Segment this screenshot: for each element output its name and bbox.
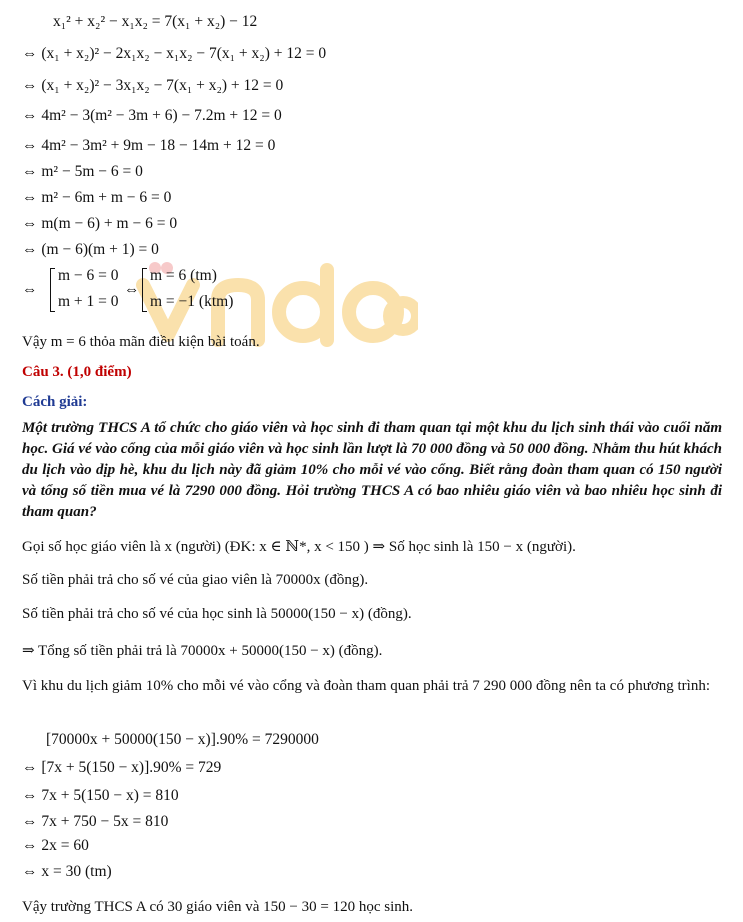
case-left-bottom: m + 1 = 0 (58, 293, 119, 310)
step-line: ⇔ (x₁ + x₂)² − 2x₁x₂ − x₁x₂ − 7(x₁ + x₂) + 12 = 0 (22, 45, 327, 62)
equation-step: [70000x + 50000(150 − x)].90% = 7290000 (46, 731, 319, 748)
step-line: ⇔ m² − 5m − 6 = 0 (22, 163, 143, 180)
solution-line: Số tiền phải trả cho số vé của học sinh là 50000(150 − x) (đồng). (22, 606, 412, 622)
equation-step: ⇔ 2x = 60 (22, 837, 89, 854)
solution-heading: Cách giải: (22, 394, 88, 410)
step-line: ⇔ 4m² − 3m² + 9m − 18 − 14m + 12 = 0 (22, 137, 276, 154)
question-title: Câu 3. (1,0 điểm) (22, 364, 132, 380)
case-left-top: m − 6 = 0 (58, 267, 119, 284)
equation-step: ⇔ 7x + 750 − 5x = 810 (22, 813, 169, 830)
right-bracket (142, 268, 147, 312)
case-right-top: m = 6 (tm) (150, 267, 217, 284)
step-line: ⇔ (x₁ + x₂)² − 3x₁x₂ − 7(x₁ + x₂) + 12 = 0 (22, 77, 284, 94)
problem-statement: Một trường THCS A tổ chức cho giáo viên và học sinh đi tham quan tại một khu du lịch sinh thái vào cuối năm học. Giá vé vào cổng của mỗi giáo viên và học sinh lần lượt là 70 000 đồng và 50 000 đồng. Nhằm thu hút khách du lịch vào dịp hè, khu du lịch này đã giảm 10% cho mỗi vé vào cổng. Biết rằng đoàn tham quan có 150 người và tổng số tiền mua vé là 7290 000 đồng. Hỏi trường THCS A có bao nhiêu giáo viên và bao nhiêu học sinh đi tham quan? (22, 420, 722, 520)
solution-line: Gọi số học giáo viên là x (người) (ĐK: x ∈ ℕ*, x < 150 ) ⇒ Số học sinh là 150 − x (người). (22, 539, 576, 555)
left-bracket (50, 268, 55, 312)
step-line: ⇔ m² − 6m + m − 6 = 0 (22, 189, 172, 206)
step-line: ⇔ m(m − 6) + m − 6 = 0 (22, 215, 178, 232)
step-line: ⇔ (m − 6)(m + 1) = 0 (22, 241, 159, 258)
equivalence-arrow: ⇔ (22, 281, 38, 298)
equation-step: ⇔ 7x + 5(150 − x) = 810 (22, 787, 179, 804)
solution-line: ⇒ Tổng số tiền phải trả là 70000x + 50000(150 − x) (đồng). (22, 643, 383, 659)
equation-step: ⇔ [7x + 5(150 − x)].90% = 729 (22, 759, 222, 776)
step-line: ⇔ 4m² − 3(m² − 3m + 6) − 7.2m + 12 = 0 (22, 107, 282, 124)
conclusion-line: Vậy m = 6 thỏa mãn điều kiện bài toán. (22, 334, 260, 350)
final-conclusion: Vậy trường THCS A có 30 giáo viên và 150 − 30 = 120 học sinh. (22, 899, 414, 915)
equation-intro: Vì khu du lịch giảm 10% cho mỗi vé vào cổng và đoàn tham quan phải trả 7 290 000 đồng nên ta có phương trình: (22, 678, 711, 694)
solution-line: Số tiền phải trả cho số vé của giao viên là 70000x (đồng). (22, 572, 369, 588)
equivalence-arrow: ⇔ (124, 281, 140, 298)
equation-step: ⇔ x = 30 (tm) (22, 863, 112, 880)
case-right-bottom: m = −1 (ktm) (150, 293, 234, 310)
step-line: x₁² + x₂² − x₁x₂ = 7(x₁ + x₂) − 12 (53, 13, 258, 30)
